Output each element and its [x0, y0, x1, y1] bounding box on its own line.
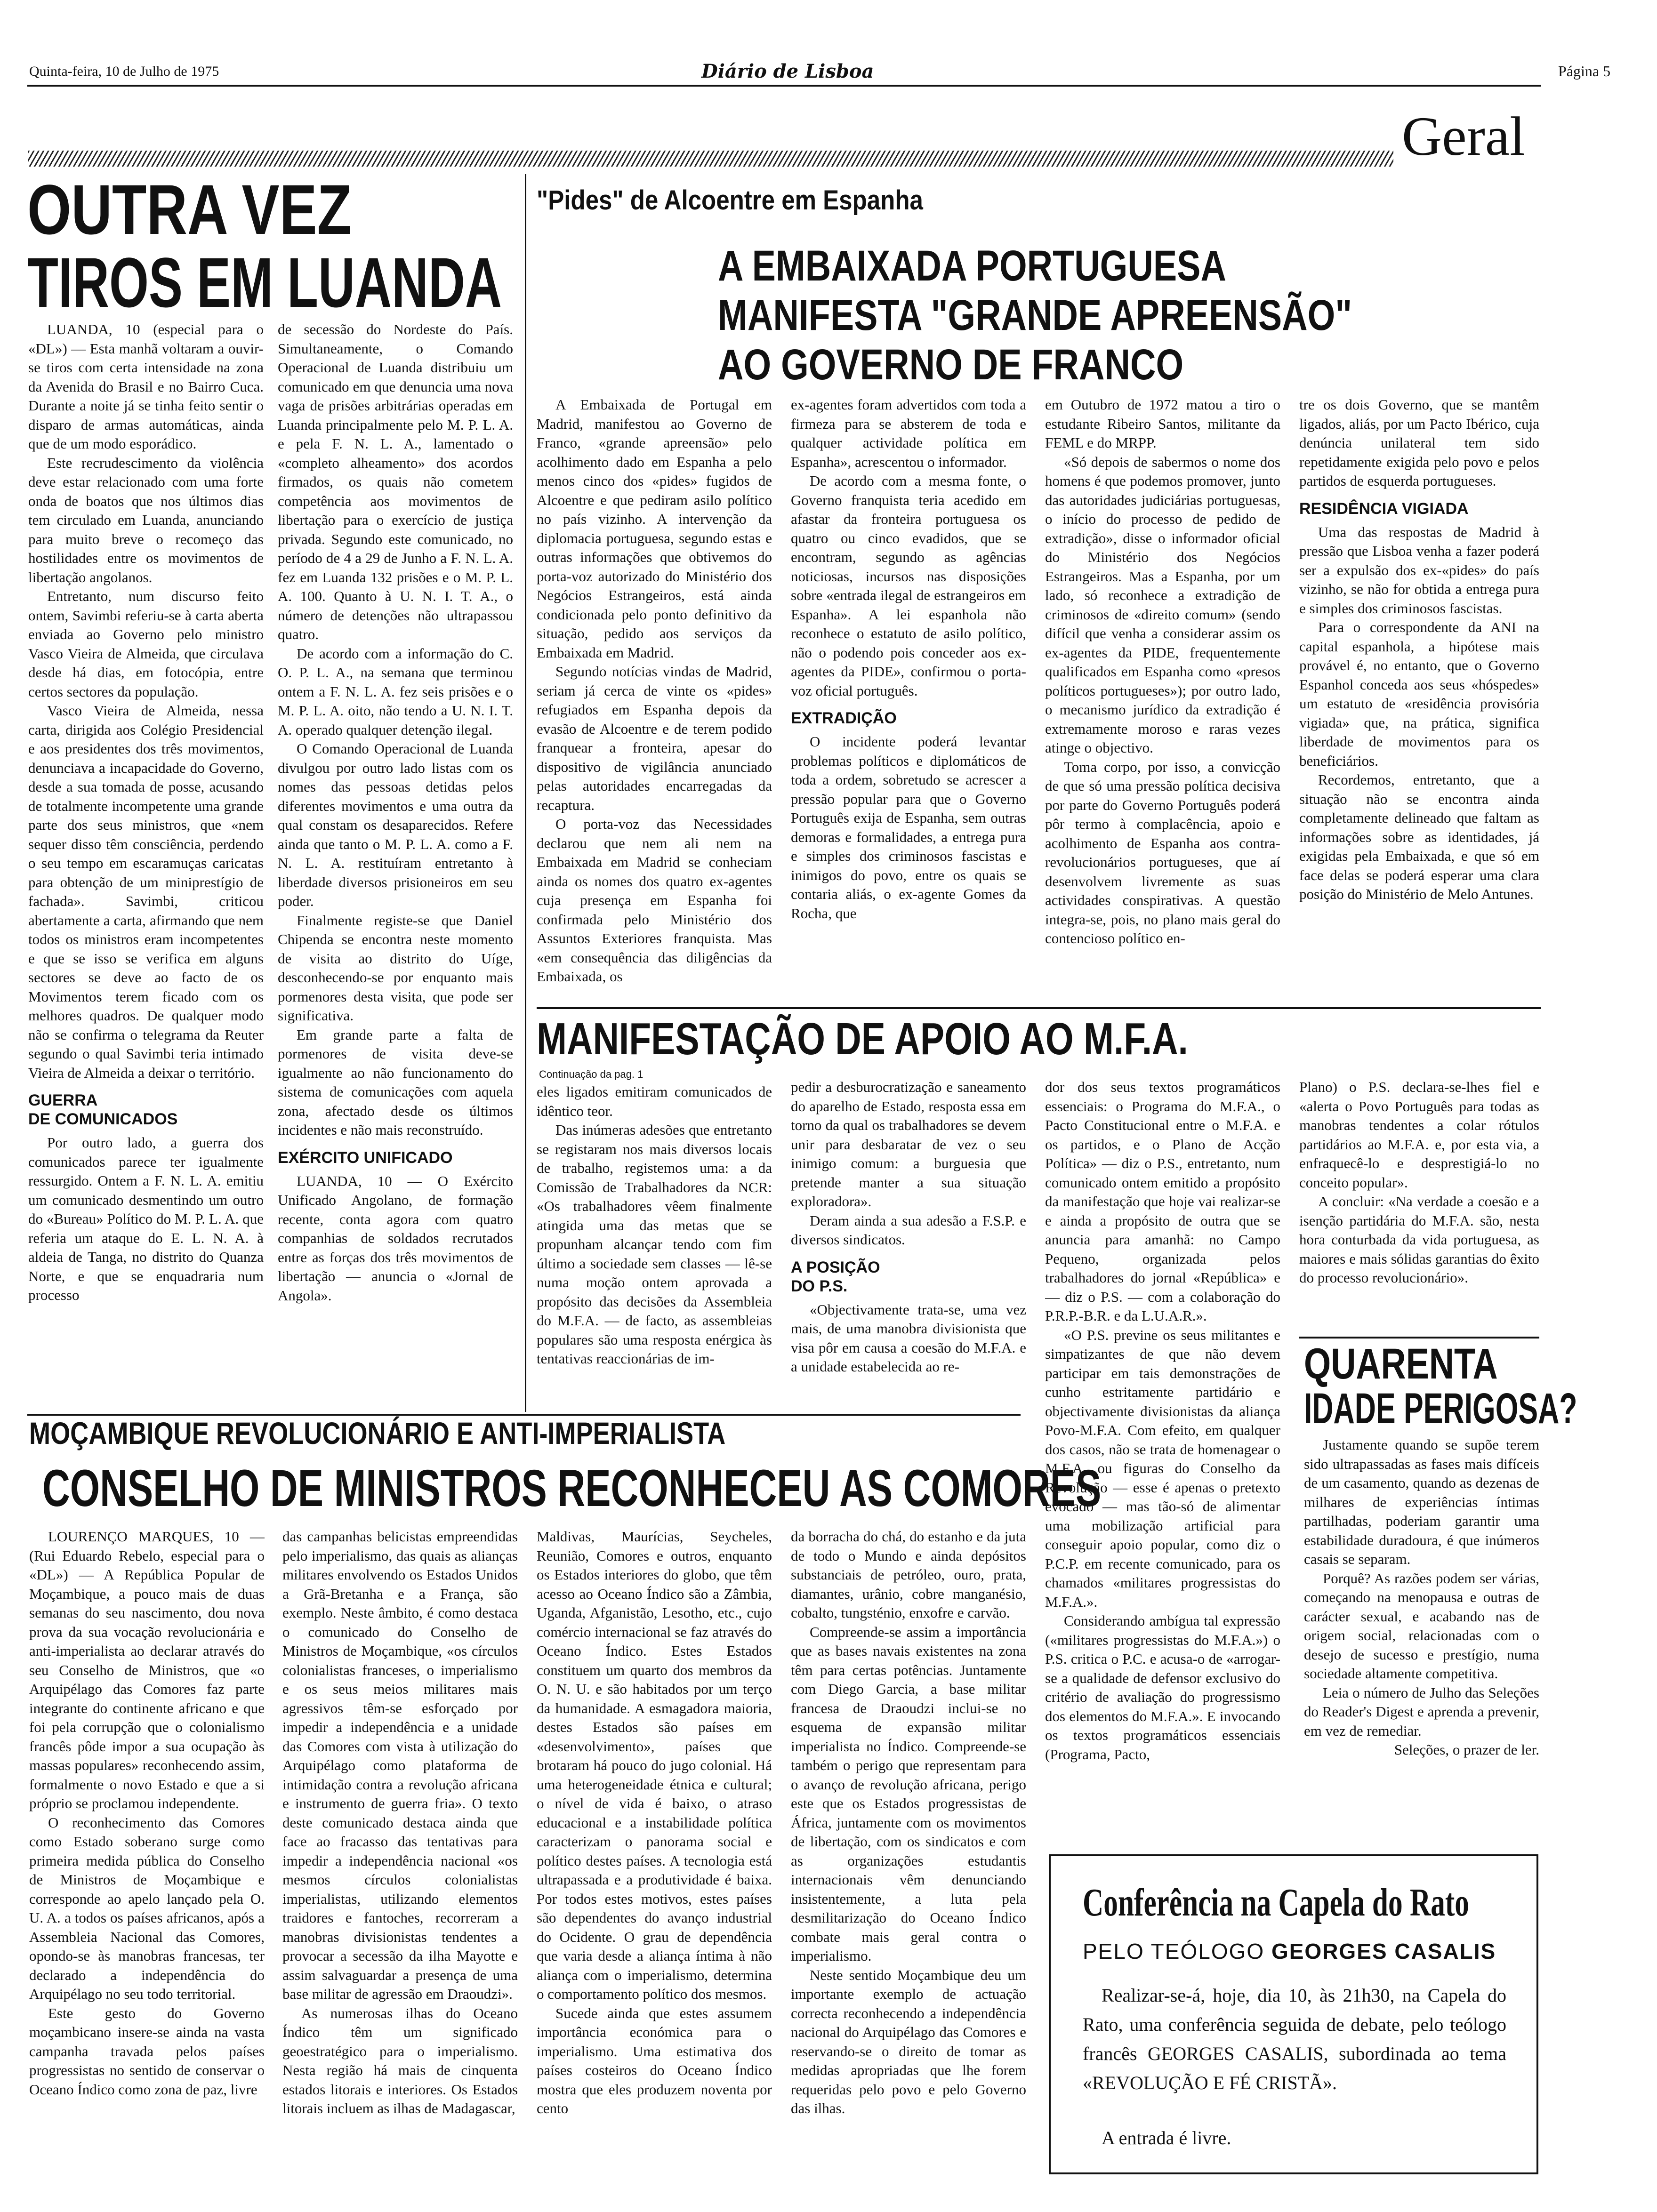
masthead-date: Quinta-feira, 10 de Julho de 1975 [29, 64, 219, 79]
paragraph: Deram ainda a sua adesão a F.S.P. e diversos sindicatos. [791, 1212, 1026, 1248]
paragraph: Este recrudescimento da violência deve estar relacionado com uma forte onda de boatos que nos últimos dias tem circulado em Luanda, anunciando para muito breve o recomeço das hostilidades entre os movimentos de libertação angolanos. [28, 454, 264, 585]
subheading-line: GUERRA [28, 1091, 98, 1109]
paragraph: Este gesto do Governo moçambicano insere-se ainda na vasta campanha travada pelos países progressistas no sentido de conservar o Oceano Índico como zona de paz, livre [29, 2004, 265, 2098]
section-rule [537, 1007, 1541, 1009]
paragraph: Maldivas, Maurícias, Seycheles, Reunião, Comores e outros, enquanto os Estados interiores do globo, que têm acesso ao Oceano Índico são a Zâmbia, Uganda, Afganistão, Lesotho, etc., cujo comércio internacional se faz através do Oceano Índico. Estes Estados constituem um quarto dos membros da O. N. U. e são habitados por um terço da humanidade. A esmagadora maioria, destes Estados são países em «desenvolvimento», países que brotaram há pouco do jugo colonial. Há uma heterogeneidade étnica e cultural; o nível de vida é baixo, o atraso educacional e a instabilidade política caracterizam o panorama social e político destes países. A tecnologia está ultrapassada e a produtividade é baixa. Por todos estes motivos, estes países são dependentes do avanço industrial do Ocidente. O grau de dependência que varia desde a aliança íntima à não aliança com o imperialismo, determina o comportamento político dos mesmos. [537, 1528, 772, 2002]
paragraph: Para o correspondente da ANI na capital espanhola, a hipótese mais provável é, no entanto, que o Governo Espanhol conceda aos seus «hóspedes» um estatuto de «residência provisória vigiada» que, na prática, significa liberdade de movimentos para os beneficiários. [1299, 619, 1539, 769]
comores-headline: CONSELHO DE MINISTROS RECONHECEU AS COMORES [42, 1459, 1102, 1517]
pides-headline-line2: MANIFESTA "GRANDE APREENSÃO" [718, 291, 1352, 339]
paragraph: Porquê? As razões podem ser várias, começando na menopausa e outras de carácter sexual, e acabando nas de origem social, relacionadas com o desejo de sucesso e prestígio, numa sociedade altamente competitiva. [1304, 1570, 1539, 1682]
mfa-column-1 [537, 1082, 772, 1412]
paragraph: «O P.S. previne os seus militantes e simpatizantes de que não devem participar em tais demonstrações de cunho estritamente partidário e objectivamente divisionistas da aliança Povo-M.F.A. Com efeito, em qualquer dos casos, não se trata de homenagear o M.F.A. ou figuras do Conselho da Revolução — esse é apenas o pretexto evocado — mas tão-só de alimentar uma mobilização artificial para conseguir apoio popular, como diz o P.C.P. em recente comunicado, para os chamados «militares progressistas do M.F.A.». [1045, 1326, 1280, 1610]
paragraph: «Objectivamente trata-se, uma vez mais, de uma manobra divisionista que visa pôr em causa a coesão do M.F.A. e a unidade estabelecida ao re- [791, 1301, 1026, 1375]
pides-column-4 [1299, 395, 1539, 1002]
paragraph: LUANDA, 10 — O Exército Unificado Angolano, de formação recente, conta agora com quatro companhias de soldados recrutados entre as forças dos três movimentos de libertação — anuncia o «Jornal de Angola». [278, 1172, 513, 1304]
mfa-headline: MANIFESTAÇÃO DE APOIO AO M.F.A. [537, 1014, 1188, 1064]
subheading-extradicao: EXTRADIÇÃO [791, 709, 897, 727]
box-rule [1299, 1337, 1539, 1338]
paragraph: Sucede ainda que estes assumem importância económica para o imperialismo. Uma estimativa dos países costeiros do Oceano Índico mostra que eles produzem noventa por cento [537, 2004, 772, 2116]
paragraph: O porta-voz das Necessidades declarou que nem ali nem na Embaixada em Madrid se conheciam ainda os nomes dos quatro ex-agentes cuja presença em Espanha foi confirmada pelo Ministério dos Assuntos Exteriores franquista. Mas «em consequência das diligências da Embaixada, os [537, 816, 772, 985]
quarenta-headline-line1: QUARENTA [1304, 1340, 1498, 1388]
pides-headline-line1: A EMBAIXADA PORTUGUESA [718, 242, 1226, 290]
pides-column-3 [1045, 395, 1280, 1002]
paragraph: O reconhecimento das Comores como Estado soberano surge como primeira medida pública do Conselho de Ministros de Moçambique e corresponde ao apelo lançado pela O. U. A. a todos os países africanos, após a Assembleia Nacional das Comores, opondo-se às manobras francesas, ter declarado a independência do Arquipélago no seu todo territorial. [29, 1814, 265, 2002]
page-number: Página 5 [1558, 63, 1611, 80]
paragraph: ex-agentes foram advertidos com toda a firmeza para se absterem de toda e qualquer actividade política em Espanha», acrescentou o informador. [791, 396, 1026, 470]
comores-column-3 [537, 1527, 772, 2205]
subheading-line: DO P.S. [791, 1277, 848, 1295]
paragraph: As numerosas ilhas do Oceano Índico têm um significado geoestratégico para o imperialismo. Nesta região há mais de cinquenta estados litorais e interiores. Os Estados litorais incluem as ilhas de Madagascar, [282, 2004, 518, 2116]
mfa-column-2 [791, 1078, 1026, 1412]
masthead-rule [27, 85, 1541, 87]
paragraph: da borracha do chá, do estanho e da juta de todo o Mundo e ainda depósitos substanciais de petróleo, ouro, prata, diamantes, urânio, cobre manganésio, cobalto, tungsténio, enxofre e carvão. [791, 1528, 1026, 1621]
comores-column-1 [29, 1527, 265, 2205]
paragraph: tre os dois Governo, que se mantêm ligados, aliás, por um Pacto Ibérico, cuja denúncia unilateral tem sido repetidamente exigida pelo povo e pelos partidos de esquerda portugueses. [1299, 396, 1539, 489]
luanda-headline-line2: TIROS EM LUANDA [27, 243, 502, 322]
paragraph: Leia o número de Julho das Seleções do Reader's Digest e aprenda a prevenir, em vez de remediar. [1304, 1684, 1539, 1739]
luanda-headline-line1: OUTRA VEZ [27, 170, 352, 249]
paragraph: em Outubro de 1972 matou a tiro o estudante Ribeiro Santos, militante da FEML e do MRPP. [1045, 396, 1280, 451]
conferencia-box [1049, 1854, 1538, 2174]
quarenta-column [1304, 1435, 1539, 1850]
section-label: Geral [1402, 105, 1526, 167]
paragraph: Por outro lado, a guerra dos comunicados parece ter igualmente ressurgido. Ontem a F. N. L. A. emitiu um comunicado desmentindo um outro do «Bureau» Político do M. P. L. A. que referia um ataque do E. L. N. A. à aldeia de Tanga, no distrito do Quanza Norte, e que se enquadraria num processo [28, 1134, 264, 1303]
paragraph: Compreende-se assim a importância que as bases navais existentes na zona têm para certas potências. Juntamente com Diego Garcia, a base militar francesa de Draoudzi inclui-se no esquema de expansão militar imperialista no Índico. Compreende-se também o perigo que representam para o avanço de revolução africana, perigo este que os Estados progressistas de África, juntamente com os movimentos de libertação, com os sindicatos e com as organizações estudantis internacionais vêm denunciando insistentemente, a luta pela desmilitarização do Oceano Índico combate mais geral contra o imperialismo. [791, 1623, 1026, 1964]
paragraph: Das inúmeras adesões que entretanto se registaram nos mais diversos locais de trabalho, registemos uma: a da Comissão de Trabalhadores da NCR: «Os trabalhadores vêem finalmente atingida uma das metas que se propunham alcançar tendo com fim último a sociedade sem classes — lê-se numa moção ontem aprovada a propósito das decisões da Assembleia do M.F.A. — de facto, as assembleias populares são uma resposta enérgica às tentativas reaccionárias de im- [537, 1122, 772, 1367]
pides-column-2 [791, 395, 1026, 1002]
paragraph: eles ligados emitiram comunicados de idêntico teor. [537, 1083, 772, 1119]
subheading-guerra [28, 1091, 264, 1129]
pides-column-1 [537, 395, 772, 1002]
continuation-note: Continuação da pag. 1 [539, 1068, 643, 1080]
luanda-column-1 [28, 320, 264, 1412]
paragraph: das campanhas belicistas empreendidas pelo imperialismo, das quais as alianças militares envolvendo os Estados Unidos a Grã-Bretanha e a França, são exemplo. Neste âmbito, é como destaca o comunicado do Conselho de Ministros de Moçambique, «os círculos colonialistas franceses, o imperialismo e os seus meios militares mais agressivos têm-se esforçado por impedir a independência e a unidade das Comores com vista à utilização do Arquipélago como plataforma de intimidação contra a revolução africana e instrumento de guerra fria». O texto deste comunicado destaca ainda que face ao fracasso das tentativas para impedir a independência nacional «os mesmos círculos colonialistas imperialistas, utilizando elementos traidores e fantoches, recorreram a manobras divisionistas tendentes a provocar a secessão da ilha Mayotte e assim salvaguardar a presença de uma base militar de agressão em Draoudzi». [282, 1528, 518, 2002]
subheading-exercito: EXÉRCITO UNIFICADO [278, 1148, 453, 1167]
slogan: Seleções, o prazer de ler. [1394, 1741, 1539, 1758]
section-hatch-bar [28, 151, 1393, 167]
comores-kicker: MOÇAMBIQUE REVOLUCIONÁRIO E ANTI-IMPERIALISTA [29, 1416, 726, 1451]
mfa-column-4 [1299, 1078, 1539, 1341]
paragraph: Uma das respostas de Madrid à pressão que Lisboa venha a fazer poderá ser a expulsão dos ex-«pides» do país vizinho, se não for obtida a entrega pura e simples dos criminosos fascistas. [1299, 523, 1539, 617]
paragraph: Justamente quando se supõe terem sido ultrapassadas as fases mais difíceis de um casamento, quando as dezenas de milhares de experiências íntimas partilhadas, poderiam garantir uma estabilidade duradoura, é que inúmeros casais se separam. [1304, 1436, 1539, 1567]
paragraph: Entretanto, num discurso feito ontem, Savimbi referiu-se à carta aberta enviada ao Governo pelo ministro Vasco Vieira de Almeida, que circulava desde há dias, em fotocópia, entre certos sectores da população. [28, 588, 264, 700]
paragraph: Segundo notícias vindas de Madrid, seriam já cerca de vinte os «pides» refugiados em Espanha depois da evasão de Alcoentre e de terem podido franquear a fronteira, apesar do dispositivo de vigilância anunciado pelas autoridades encarregadas da recaptura. [537, 663, 772, 813]
masthead-paper-title: Diário de Lisboa [701, 60, 874, 82]
conferencia-title: Conferência na Capela do Rato [1083, 1881, 1469, 1924]
paragraph: Toma corpo, por isso, a convicção de que só uma pressão política decisiva por parte do Governo Português poderá pôr termo à complacência, apoio e acolhimento de Espanha aos contra-revolucionários portugueses, que aí desenvolvem livremente as suas actividades conspirativas. A questão integra-se, pois, no plano mais geral do contencioso político en- [1045, 758, 1280, 946]
conferencia-subtitle [1083, 1939, 1496, 1964]
subheading-line: DE COMUNICADOS [28, 1110, 178, 1128]
paragraph: dor dos seus textos programáticos essenciais: o Programa do M.F.A., o Pacto Constitucional entre o M.F.A. e os partidos, e o Plano de Acção Política» — diz o P.S., entretanto, num comunicado ontem emitido a propósito da manifestação que hoje vai realizar-se e ainda a propósito de outra que se anuncia para amanhã: no Campo Pequeno, organizada pelos trabalhadores do jornal «República» e — diz o P.S. — com a colaboração do P.R.P.-B.R. e da L.U.A.R.». [1045, 1079, 1280, 1324]
speaker-name: GEORGES CASALIS [1271, 1939, 1496, 1964]
paragraph: «Só depois de sabermos o nome dos homens é que podemos promover, junto das autoridades judiciárias portuguesas, o início do processo de pedido de extradição», disse o informador oficial do Ministério dos Negócios Estrangeiros. Mas a Espanha, por um lado, só reconhece a extradição de criminosos de «direito comum» (sendo difícil que venha a considerar assim os ex-agentes da PIDE, frequentemente qualificados em Espanha como «presos políticos portugueses»); por outro lado, o mecanismo jurídico da extradição é extremamente moroso e raras vezes atinge o objectivo. [1045, 453, 1280, 756]
paragraph: pedir a desburocratização e saneamento do aparelho de Estado, resposta essa em torno da qual os trabalhadores se devem unir para desbaratar de vez o seu inimigo comum: a burguesia que pretende manter a sua situação exploradora». [791, 1079, 1026, 1210]
subtitle-prefix: PELO TEÓLOGO [1083, 1939, 1265, 1964]
quarenta-headline-line2: IDADE PERIGOSA? [1304, 1385, 1577, 1433]
comores-column-4 [791, 1527, 1026, 2205]
paragraph: O Comando Operacional de Luanda divulgou por outro lado listas com os nomes das pessoas detidas pelos diferentes movimentos e uma outra da qual constam os desaparecidos. Refere ainda que tanto o M. P. L. A. como a F. N. L. A. restituíram entretanto à liberdade diversos prisioneiros em seu poder. [278, 740, 513, 909]
paragraph: Finalmente registe-se que Daniel Chipenda se encontra neste momento de visita ao distrito do Uíge, desconhecendo-se por enquanto mais pormenores desta visita, que pode ser significativa. [278, 912, 513, 1024]
pides-headline-line3: AO GOVERNO DE FRANCO [718, 341, 1184, 389]
subheading-residencia: RESIDÊNCIA VIGIADA [1299, 499, 1469, 518]
paragraph: Neste sentido Moçambique deu um importante exemplo de actuação correcta reconhecendo a independência nacional do Arquipélago das Comores e reservando-se o direito de tomar as medidas apropriadas que lhe forem requeridas pelo povo e pelo Governo das ilhas. [791, 1966, 1026, 2116]
subheading-posicao-ps [791, 1258, 1026, 1296]
paragraph: Plano) o P.S. declara-se-lhes fiel e «alerta o Povo Português para todas as manobras tendentes a colar rótulos partidários ao M.F.A. e, por esta via, a enfraquecê-lo e desprestigiá-lo no conceito popular». [1299, 1079, 1539, 1191]
pides-kicker: "Pides" de Alcoentre em Espanha [537, 185, 923, 216]
conferencia-body: Realizar-se-á, hoje, dia 10, às 21h30, na Capela do Rato, uma conferência seguida de debate, pelo teólogo francês GEORGES CASALIS, subordinada ao tema «REVOLUÇÃO E FÉ CRISTÃ». [1083, 1985, 1506, 2093]
comores-column-2 [282, 1527, 518, 2205]
paragraph: LOURENÇO MARQUES, 10 — (Rui Eduardo Rebelo, especial para o «DL») — A República Popular de Moçambique, a pouco mais de duas semanas do seu nascimento, dou nova prova da sua vocação revolucionária e anti-imperialista ao declarar através do seu Conselho de Ministros, que «o Arquipélago das Comores faz parte integrante do continente africano e que foi pela corrupção que o colonialismo francês pôde impor a sua ocupação às massas populares» reconhecendo assim, formalmente o novo Estado e que a si próprio se proclamou independente. [29, 1528, 265, 1811]
paragraph: A concluir: «Na verdade a coesão e a isenção partidária do M.F.A. são, nesta hora conturbada da vida portuguesa, as maiores e mais sólidas garantias do êxito do processo revolucionário». [1299, 1193, 1539, 1286]
paragraph: De acordo com a informação do C. O. P. L. A., na semana que terminou ontem a F. N. L. A. fez seis prisões e o M. P. L. A. oito, não tendo a U. N. I. T. A. operado qualquer detenção ilegal. [278, 645, 513, 738]
paragraph: O incidente poderá levantar problemas políticos e diplomáticos de toda a ordem, sobretudo se acrescer a pressão popular para que o Governo Português exija de Espanha, sem outras demoras e formalidades, a entrega pura e simples dos criminosos fascistas e inimigos do povo, entre os quais se contaria aliás, o ex-agente Gomes da Rocha, que [791, 733, 1026, 922]
paragraph: Recordemos, entretanto, que a situação não se encontra ainda completamente delineado que faltam as informações sobre as identidades, já exigidas pela Embaixada, e que só em face delas se poderá esperar uma clara posição do Ministério de Melo Antunes. [1299, 771, 1539, 902]
subheading-line: A POSIÇÃO [791, 1258, 880, 1276]
paragraph: A Embaixada de Portugal em Madrid, manifestou ao Governo de Franco, «grande apreensão» pelo acolhimento dado em Espanha a pelo menos cinco dos «pides» fugidos de Alcoentre e que pediram asilo político no país vizinho. A intervenção da diplomacia portuguesa, segundo estas e outras informações que obtivemos do porta-voz autorizado do Ministério dos Negócios Estrangeiros, está ainda condicionada pelo ponto definitivo da situação, pedido aos serviços da Embaixada em Madrid. [537, 396, 772, 661]
paragraph: De acordo com a mesma fonte, o Governo franquista teria acedido em afastar da fronteira portuguesa os quatro ou cinco evadidos, que se encontram, segundo as agências noticiosas, incursos nas disposições sobre «entrada ilegal de estrangeiros em Espanha». A lei espanhola não reconhece o estatuto de asilo político, não o podendo pois conceder aos ex-agentes da PIDE», confirmou o porta-voz oficial português. [791, 473, 1026, 699]
paragraph: de secessão do Nordeste do País. Simultaneamente, o Comando Operacional de Luanda distribuiu um comunicado em que denuncia uma nova vaga de prisões arbitrárias operadas em Luanda principalmente pelo M. P. L. A. e pela F. N. L. A., lamentado o «completo alheamento» dos acordos firmados, os quais não cometem competência aos movimentos de libertação para o exercício de justiça privada. Segundo este comunicado, no período de 4 a 29 de Junho a F. N. L. A. fez em Luanda 132 prisões e o M. P. L. A. 100. Quanto à U. N. I. T. A., o número de detenções não ultrapassou quatro. [278, 321, 513, 642]
conferencia-closing: A entrada é livre. [1102, 2127, 1231, 2148]
paragraph: Vasco Vieira de Almeida, nessa carta, dirigida aos Colégio Presidencial e aos presidentes dos três movimentos, denunciava a incapacidade do Governo, desde a sua tomada de posse, acusando de totalmente incompetente uma grande parte dos seus ministros, que «nem sequer disso têm consciência, perdendo o seu tempo em escaramuças caricatas para obtenção de um miniprestígio de fachada». Savimbi, criticou abertamente a carta, afirmando que nem todos os ministros eram incompetentes e que se isso se verifica em alguns sectores se deve ao facto de os Movimentos terem ficado com os melhores quadros. De qualquer modo não se confirma o telegrama da Reuter segundo o qual Savimbi teria intimado Vieira de Almeida a deixar o território. [28, 702, 264, 1081]
luanda-column-2 [278, 320, 513, 1412]
column-rule [525, 174, 526, 1412]
paragraph: Em grande parte a falta de pormenores de visita deve-se igualmente ao não funcionamento do sistema de comunicações com aquela zona, afectado desde os últimos incidentes e não mais reconstruído. [278, 1026, 513, 1138]
paragraph: Considerando ambígua tal expressão («militares progressistas do M.F.A.») o P.S. critica o P.C. e acusa-o de «arrogar-se a qualidade de defensor exclusivo do critério de avaliação do progressismo dos elementos do M.F.A.». E invocando os textos programáticos essenciais (Programa, Pacto, [1045, 1612, 1280, 1763]
paragraph: LUANDA, 10 (especial para o «DL») — Esta manhã voltaram a ouvir-se tiros com certa intensidade na zona da Avenida do Brasil e no Bairro Cuca. Durante a noite já se tinha feito sentir o disparo de armas automáticas, ainda que de um modo esporádico. [28, 321, 264, 452]
